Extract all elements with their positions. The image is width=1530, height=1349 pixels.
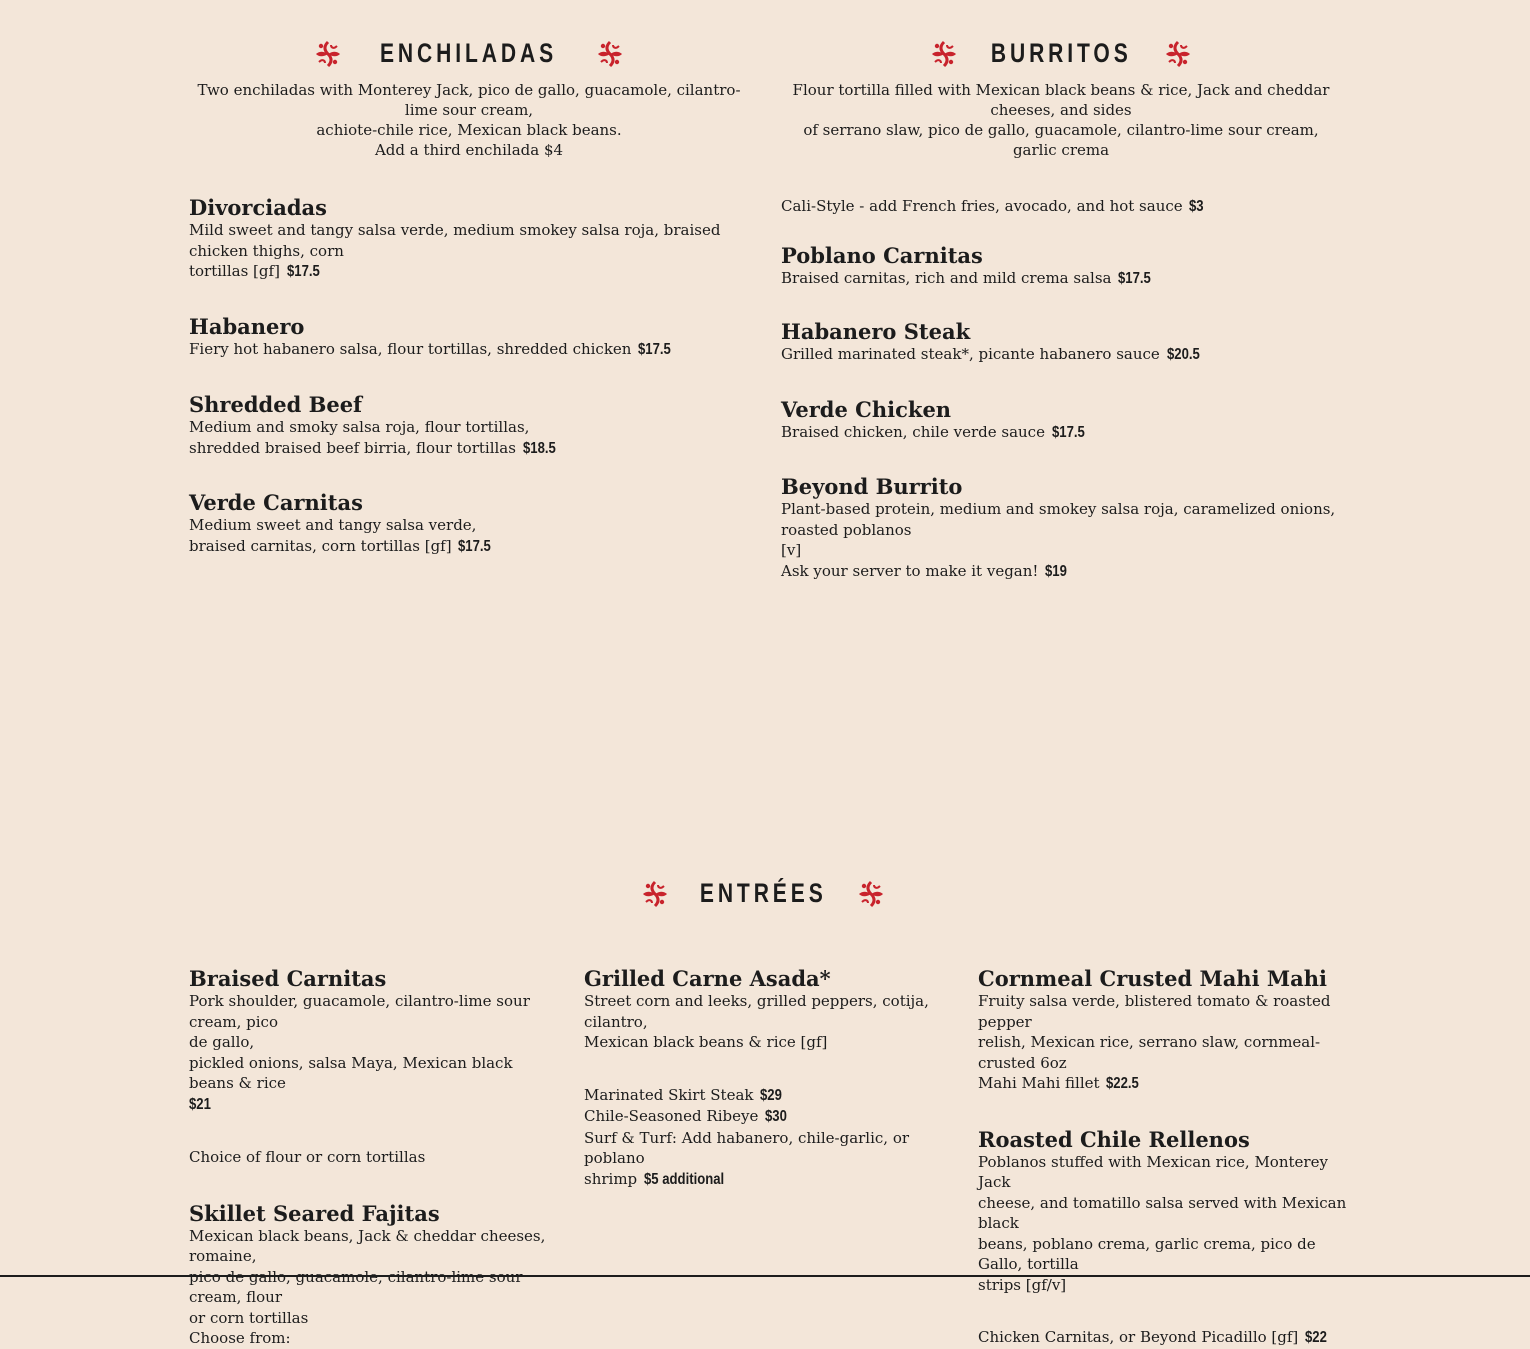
menu-item — [781, 398, 1351, 444]
left-flourish-icon — [313, 40, 343, 68]
item-description — [189, 991, 554, 1115]
item-price: $3 — [1189, 198, 1205, 215]
enchiladas-title: ENCHILADAS — [380, 38, 558, 68]
menu-item — [978, 967, 1348, 1095]
description-line: de gallo, — [189, 1033, 255, 1051]
description-line: pico de gallo, guacamole, cilantro-lime sour cream, flour — [189, 1267, 523, 1306]
item-name: Beyond Burrito — [781, 474, 963, 499]
item-price: $30 — [765, 1108, 788, 1125]
item-name: Habanero Steak — [781, 319, 971, 344]
intro-line: Two enchiladas with Monterey Jack, pico de gallo, guacamole, cilantro-lime sour cream, — [197, 81, 741, 119]
description-line: Braised chicken, chile verde sauce — [781, 422, 1045, 441]
option-text: Surf & Turf: Add habanero, chile-garlic, or poblano — [584, 1128, 910, 1167]
description-line: pickled onions, salsa Maya, Mexican black beans & rice — [189, 1053, 513, 1092]
left-flourish-icon — [640, 880, 670, 908]
description-line: Poblanos stuffed with Mexican rice, Monterey Jack — [978, 1152, 1328, 1191]
menu-item — [189, 491, 754, 557]
description-line: Medium and smoky salsa roja, flour tortillas, — [189, 418, 530, 436]
description-line: relish, Mexican rice, serrano slaw, cornmeal-crusted 6oz — [978, 1033, 1321, 1072]
entrees-column-2 — [584, 967, 954, 1190]
item-price: $29 — [760, 1086, 783, 1104]
cali-style-text: Cali-Style - add French fries, avocado, and hot sauce — [781, 197, 1183, 215]
item-description — [978, 1152, 1348, 1296]
right-flourish-icon — [595, 40, 625, 68]
menu-item — [978, 1128, 1348, 1349]
note-text: Chicken Carnitas, or Beyond Picadillo [gf] — [978, 1328, 1299, 1346]
description-line: cheese, and tomatillo salsa served with Mexican black — [978, 1193, 1347, 1232]
item-price: $5 additional — [643, 1170, 725, 1188]
option-text: shrimp — [584, 1169, 638, 1188]
menu-item — [189, 393, 754, 459]
menu-item — [189, 1202, 554, 1349]
item-price: $22.5 — [1106, 1075, 1140, 1092]
menu-item — [781, 475, 1351, 582]
intro-line: Add a third enchilada $4 — [374, 141, 564, 159]
item-name: Skillet Seared Fajitas — [189, 1200, 440, 1226]
entrees-header — [483, 878, 1043, 909]
burritos-title: BURRITOS — [990, 38, 1132, 68]
description-line: Fiery hot habanero salsa, flour tortillas, shredded chicken — [189, 339, 632, 358]
burritos-list — [781, 196, 1351, 582]
description-line: or corn tortillas — [189, 1308, 309, 1327]
option-line — [584, 1128, 954, 1191]
description-line: Mexican black beans & rice [gf] — [584, 1033, 828, 1051]
entrees-column-1 — [189, 967, 554, 1349]
right-flourish-icon — [1163, 40, 1193, 68]
item-name: Braised Carnitas — [189, 966, 387, 991]
option-text: Chile-Seasoned Ribeye — [584, 1107, 759, 1125]
item-description — [978, 991, 1348, 1095]
description-line: [v] — [781, 541, 802, 559]
item-description — [781, 422, 1351, 444]
burritos-header — [781, 38, 1341, 69]
item-name: Shredded Beef — [189, 392, 363, 417]
item-description — [189, 1226, 554, 1349]
item-name: Grilled Carne Asada* — [584, 966, 831, 991]
item-name: Verde Chicken — [781, 396, 952, 422]
option-text: Marinated Skirt Steak — [584, 1085, 754, 1104]
option-line — [584, 1085, 954, 1107]
item-description — [584, 991, 954, 1053]
burritos-intro — [781, 80, 1341, 160]
entrees-title: ENTRÉES — [699, 878, 827, 908]
intro-line: Flour tortilla filled with Mexican black beans & rice, Jack and cheddar cheeses, and sides — [792, 81, 1330, 119]
option-line — [584, 1106, 954, 1128]
description-line: Plant-based protein, medium and smokey salsa roja, caramelized onions, roasted poblanos — [781, 500, 1336, 539]
description-line: Mahi Mahi fillet — [978, 1074, 1100, 1092]
menu-item — [781, 320, 1351, 366]
item-price: $20.5 — [1166, 346, 1200, 363]
item-description — [189, 515, 754, 557]
description-line: Medium sweet and tangy salsa verde, — [189, 516, 477, 534]
item-name: Verde Carnitas — [189, 490, 363, 515]
right-flourish-icon — [856, 880, 886, 908]
description-line: Choose from: — [189, 1329, 291, 1347]
description-line: Grilled marinated steak*, picante habanero sauce — [781, 345, 1160, 363]
enchiladas-list — [189, 196, 754, 557]
item-price: $17.5 — [638, 340, 672, 358]
enchiladas-intro — [189, 80, 749, 160]
item-price: $17.5 — [1051, 423, 1085, 441]
item-price: $17.5 — [1118, 269, 1152, 287]
item-name: Habanero — [189, 313, 305, 339]
item-description — [189, 220, 754, 283]
description-line: Braised carnitas, rich and mild crema salsa — [781, 268, 1112, 287]
description-line: braised carnitas, corn tortillas [gf] — [189, 536, 452, 555]
item-description — [781, 268, 1351, 290]
description-line: tortillas [gf] — [189, 262, 280, 280]
description-line: Ask your server to make it vegan! — [781, 561, 1039, 580]
menu-item — [584, 967, 954, 1190]
item-price: $19 — [1045, 562, 1068, 580]
item-description — [781, 344, 1351, 366]
description-line: Street corn and leeks, grilled peppers, cotija, cilantro, — [584, 992, 929, 1031]
intro-line: of serrano slaw, pico de gallo, guacamole, cilantro-lime sour cream, garlic crema — [803, 121, 1319, 159]
item-price: $21 — [189, 1095, 211, 1113]
menu-item — [189, 315, 754, 361]
intro-line: achiote-chile rice, Mexican black beans. — [316, 121, 622, 139]
item-description — [189, 417, 754, 459]
item-name: Cornmeal Crusted Mahi Mahi — [978, 966, 1327, 991]
item-name: Roasted Chile Rellenos — [978, 1126, 1250, 1152]
menu-item — [189, 967, 554, 1168]
item-price: $17.5 — [458, 537, 492, 555]
item-price: $18.5 — [522, 439, 556, 457]
item-price: $17.5 — [286, 263, 320, 280]
item-note: Choice of flour or corn tortillas — [189, 1148, 426, 1166]
item-price: $22 — [1305, 1329, 1327, 1346]
description-line: Mexican black beans, Jack & cheddar cheeses, romaine, — [189, 1226, 546, 1265]
menu-item — [189, 196, 754, 283]
left-flourish-icon — [929, 40, 959, 68]
enchiladas-header — [189, 38, 749, 69]
option-list — [584, 1085, 954, 1191]
description-line: Mild sweet and tangy salsa verde, medium smokey salsa roja, braised chicken thighs, corn — [189, 221, 721, 260]
item-description — [781, 499, 1351, 582]
item-name: Poblano Carnitas — [781, 242, 983, 268]
entrees-column-3 — [978, 967, 1348, 1349]
item-description — [189, 339, 754, 361]
description-line: Pork shoulder, guacamole, cilantro-lime sour cream, pico — [189, 992, 530, 1031]
item-name: Divorciadas — [189, 195, 327, 220]
description-line: beans, poblano crema, garlic crema, pico de Gallo, tortilla — [978, 1234, 1316, 1273]
item-note — [978, 1327, 1348, 1349]
menu-item — [781, 244, 1351, 290]
description-line: Fruity salsa verde, blistered tomato & roasted pepper — [978, 992, 1331, 1031]
description-line: strips [gf/v] — [978, 1275, 1067, 1294]
cali-style-option — [781, 196, 1351, 218]
description-line: shredded braised beef birria, flour tortillas — [189, 438, 516, 457]
